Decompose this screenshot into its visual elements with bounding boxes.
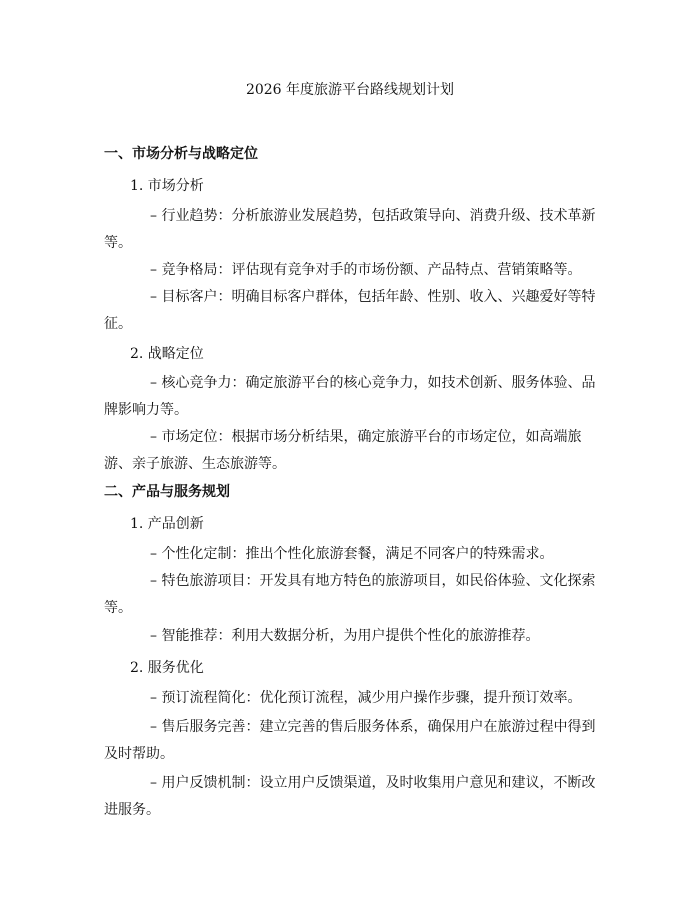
paragraph-booking-simplification: – 预订流程简化：优化预订流程，减少用户操作步骤，提升预订效率。 xyxy=(150,690,582,706)
paragraph-competition: – 竞争格局：评估现有竞争对手的市场份额、产品特点、营销策略等。 xyxy=(150,262,582,278)
subsection-heading-product-innovation: 1. 产品创新 xyxy=(130,516,204,532)
paragraph-user-feedback: – 用户反馈机制：设立用户反馈渠道，及时收集用户意见和建议，不断改进服务。 xyxy=(104,775,596,818)
section-heading-products-services: 二、产品与服务规划 xyxy=(104,484,230,500)
paragraph-featured-projects: – 特色旅游项目：开发具有地方特色的旅游项目，如民俗体验、文化探索等。 xyxy=(104,573,596,616)
paragraph-market-positioning: – 市场定位：根据市场分析结果，确定旅游平台的市场定位，如高端旅游、亲子旅游、生态旅游等。 xyxy=(104,429,582,472)
subsection-heading-service-optimization: 2. 服务优化 xyxy=(130,660,204,676)
paragraph-target-customers: – 目标客户：明确目标客户群体，包括年龄、性别、收入、兴趣爱好等特征。 xyxy=(104,289,596,332)
paragraph-industry-trend: – 行业趋势：分析旅游业发展趋势，包括政策导向、消费升级、技术革新等。 xyxy=(104,208,596,251)
paragraph-personalization: – 个性化定制：推出个性化旅游套餐，满足不同客户的特殊需求。 xyxy=(150,546,554,562)
paragraph-core-competitiveness: – 核心竞争力：确定旅游平台的核心竞争力，如技术创新、服务体验、品牌影响力等。 xyxy=(104,375,596,418)
subsection-heading-strategic-positioning: 2. 战略定位 xyxy=(130,346,204,362)
section-heading-market: 一、市场分析与战略定位 xyxy=(104,146,258,162)
paragraph-after-sales: – 售后服务完善：建立完善的售后服务体系，确保用户在旅游过程中得到及时帮助。 xyxy=(104,719,596,762)
paragraph-smart-recommendation: – 智能推荐：利用大数据分析，为用户提供个性化的旅游推荐。 xyxy=(150,628,540,644)
subsection-heading-market-analysis: 1. 市场分析 xyxy=(130,178,204,194)
document-title: 2026 年度旅游平台路线规划计划 xyxy=(245,82,455,98)
